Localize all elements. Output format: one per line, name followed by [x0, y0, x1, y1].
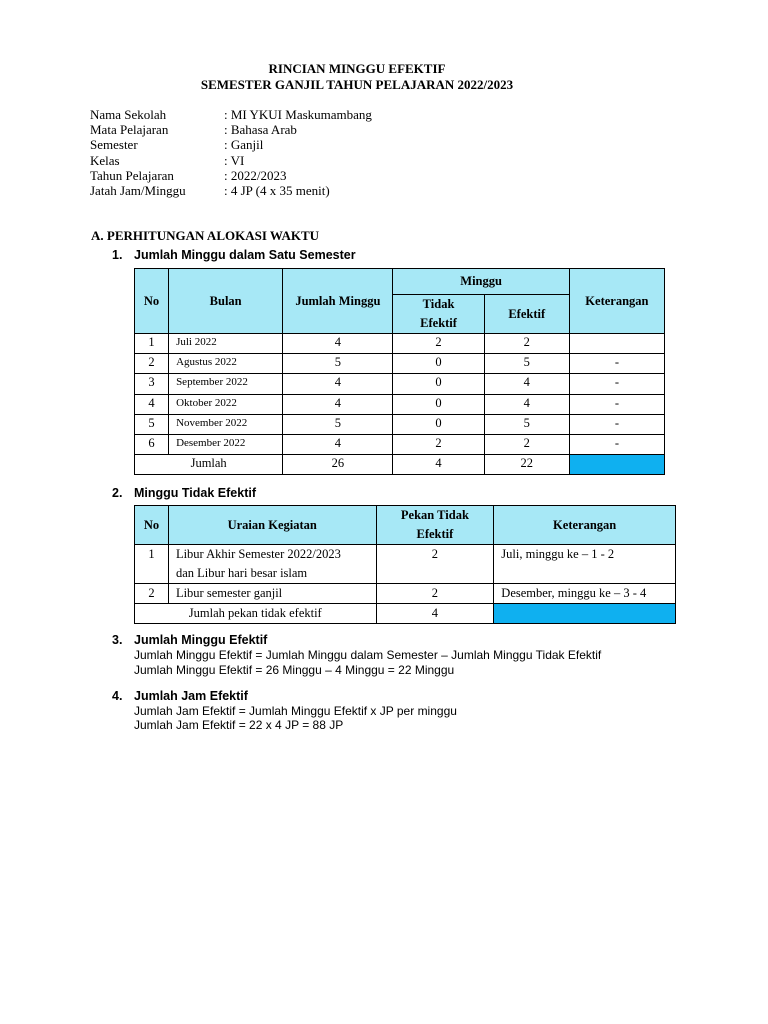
info-row: [90, 153, 372, 168]
header-no: No: [135, 506, 169, 545]
total-efektif: 22: [484, 455, 569, 475]
formula-line: Jumlah Minggu Efektif = Jumlah Minggu dalam Semester – Jumlah Minggu Tidak Efektif: [134, 648, 602, 662]
header-pekan-tidak-efektif: [376, 506, 494, 545]
header-bulan: Bulan: [169, 269, 283, 334]
info-row: [90, 122, 372, 137]
info-label: Tahun Pelajaran: [90, 167, 174, 183]
table-row: [135, 414, 665, 434]
total-row: [135, 604, 676, 624]
cell-uraian: [168, 545, 376, 584]
info-value: : Bahasa Arab: [224, 122, 297, 138]
cell-keterangan: [569, 334, 664, 354]
info-label: Kelas: [90, 152, 120, 168]
cell-tidak-efektif: 2: [393, 434, 484, 454]
total-label: Jumlah pekan tidak efektif: [135, 604, 377, 624]
total-row: [135, 455, 665, 475]
cell-jumlah: 5: [283, 354, 393, 374]
info-label: Mata Pelajaran: [90, 122, 169, 138]
cell-no: 2: [135, 354, 169, 374]
cell-jumlah: 4: [283, 374, 393, 394]
cell-efektif: 4: [484, 394, 569, 414]
header-pekan-line1: Pekan Tidak: [400, 508, 469, 522]
cell-no: 5: [135, 414, 169, 434]
header-pekan-line2: Efektif: [416, 527, 454, 541]
cell-uraian: Libur semester ganjil: [168, 584, 376, 604]
cell-bulan: Agustus 2022: [169, 354, 283, 374]
total-label: Jumlah: [135, 455, 283, 475]
cell-tidak-efektif: 0: [393, 354, 484, 374]
info-value: : VI: [224, 152, 245, 168]
section-number: 3.: [112, 633, 123, 647]
cell-no: 1: [135, 545, 169, 584]
school-info: [90, 107, 372, 198]
info-row: [90, 137, 372, 152]
uraian-line2: dan Libur hari besar islam: [175, 566, 308, 580]
section-title: Jumlah Jam Efektif: [134, 689, 248, 703]
cell-keterangan: -: [569, 394, 664, 414]
header-tidak-efektif: [393, 295, 484, 334]
table-row: [135, 434, 665, 454]
info-value: : 2022/2023: [224, 167, 287, 183]
cell-keterangan: -: [569, 434, 664, 454]
table-row: [135, 584, 676, 604]
cell-pekan: 2: [376, 545, 494, 584]
table-row: [135, 354, 665, 374]
cell-jumlah: 4: [283, 434, 393, 454]
info-row: [90, 183, 372, 198]
cell-no: 2: [135, 584, 169, 604]
section-a-heading: A. PERHITUNGAN ALOKASI WAKTU: [91, 228, 320, 243]
info-value: : 4 JP (4 x 35 menit): [224, 182, 330, 198]
cell-efektif: 5: [484, 354, 569, 374]
cell-efektif: 2: [484, 434, 569, 454]
cell-no: 4: [135, 394, 169, 414]
total-keterangan-fill: [569, 455, 664, 475]
total-jumlah: 26: [283, 455, 393, 475]
header-jumlah-minggu: Jumlah Minggu: [283, 269, 393, 334]
section-number: 1.: [112, 248, 123, 262]
doc-title-line2: SEMESTER GANJIL TAHUN PELAJARAN 2022/2023: [200, 77, 514, 92]
table-row: [135, 334, 665, 354]
table-row: [135, 394, 665, 414]
header-efektif: Efektif: [484, 295, 569, 334]
info-row: [90, 107, 372, 122]
header-no: No: [135, 269, 169, 334]
cell-bulan: September 2022: [169, 374, 283, 394]
total-keterangan-fill: [494, 604, 676, 624]
header-tidak-line2: Efektif: [420, 316, 457, 330]
weeks-per-semester-table: [134, 268, 665, 475]
cell-no: 3: [135, 374, 169, 394]
info-label: Semester: [90, 137, 138, 153]
formula-result: Jumlah Minggu Efektif = 26 Minggu – 4 Minggu = 22 Minggu: [134, 663, 455, 677]
total-pekan: 4: [376, 604, 494, 624]
table-row: [135, 545, 676, 584]
cell-jumlah: 5: [283, 414, 393, 434]
section-number: 4.: [112, 689, 123, 703]
cell-keterangan: Juli, minggu ke – 1 - 2: [494, 545, 676, 584]
table-row: [135, 374, 665, 394]
cell-no: 1: [135, 334, 169, 354]
info-row: [90, 168, 372, 183]
section-number: 2.: [112, 486, 123, 500]
cell-efektif: 4: [484, 374, 569, 394]
cell-keterangan: -: [569, 414, 664, 434]
cell-keterangan: -: [569, 374, 664, 394]
formula-result: Jumlah Jam Efektif = 22 x 4 JP = 88 JP: [134, 718, 344, 732]
cell-tidak-efektif: 2: [393, 334, 484, 354]
cell-tidak-efektif: 0: [393, 414, 484, 434]
cell-tidak-efektif: 0: [393, 374, 484, 394]
uraian-line1: Libur Akhir Semester 2022/2023: [175, 547, 341, 561]
doc-title-line1: RINCIAN MINGGU EFEKTIF: [268, 61, 446, 76]
info-label: Nama Sekolah: [90, 107, 167, 122]
info-label: Jatah Jam/Minggu: [90, 182, 186, 198]
cell-tidak-efektif: 0: [393, 394, 484, 414]
section-title: Jumlah Minggu Efektif: [134, 633, 268, 647]
cell-pekan: 2: [376, 584, 494, 604]
cell-no: 6: [135, 434, 169, 454]
cell-bulan: Oktober 2022: [169, 394, 283, 414]
cell-keterangan: -: [569, 354, 664, 374]
non-effective-weeks-table: [134, 505, 676, 624]
cell-efektif: 2: [484, 334, 569, 354]
cell-bulan: Desember 2022: [169, 434, 283, 454]
section-title: Jumlah Minggu dalam Satu Semester: [134, 248, 356, 262]
cell-jumlah: 4: [283, 394, 393, 414]
formula-line: Jumlah Jam Efektif = Jumlah Minggu Efektif x JP per minggu: [134, 704, 457, 718]
info-value: : MI YKUI Maskumambang: [224, 107, 372, 122]
header-keterangan: Keterangan: [569, 269, 664, 334]
cell-keterangan: Desember, minggu ke – 3 - 4: [494, 584, 676, 604]
info-value: : Ganjil: [224, 137, 264, 153]
cell-efektif: 5: [484, 414, 569, 434]
header-tidak-line1: Tidak: [422, 297, 455, 311]
cell-bulan: November 2022: [169, 414, 283, 434]
section-title: Minggu Tidak Efektif: [134, 486, 256, 500]
total-tidak-efektif: 4: [393, 455, 484, 475]
header-uraian: Uraian Kegiatan: [168, 506, 376, 545]
cell-jumlah: 4: [283, 334, 393, 354]
header-minggu: Minggu: [393, 269, 569, 295]
header-keterangan: Keterangan: [494, 506, 676, 545]
cell-bulan: Juli 2022: [169, 334, 283, 354]
